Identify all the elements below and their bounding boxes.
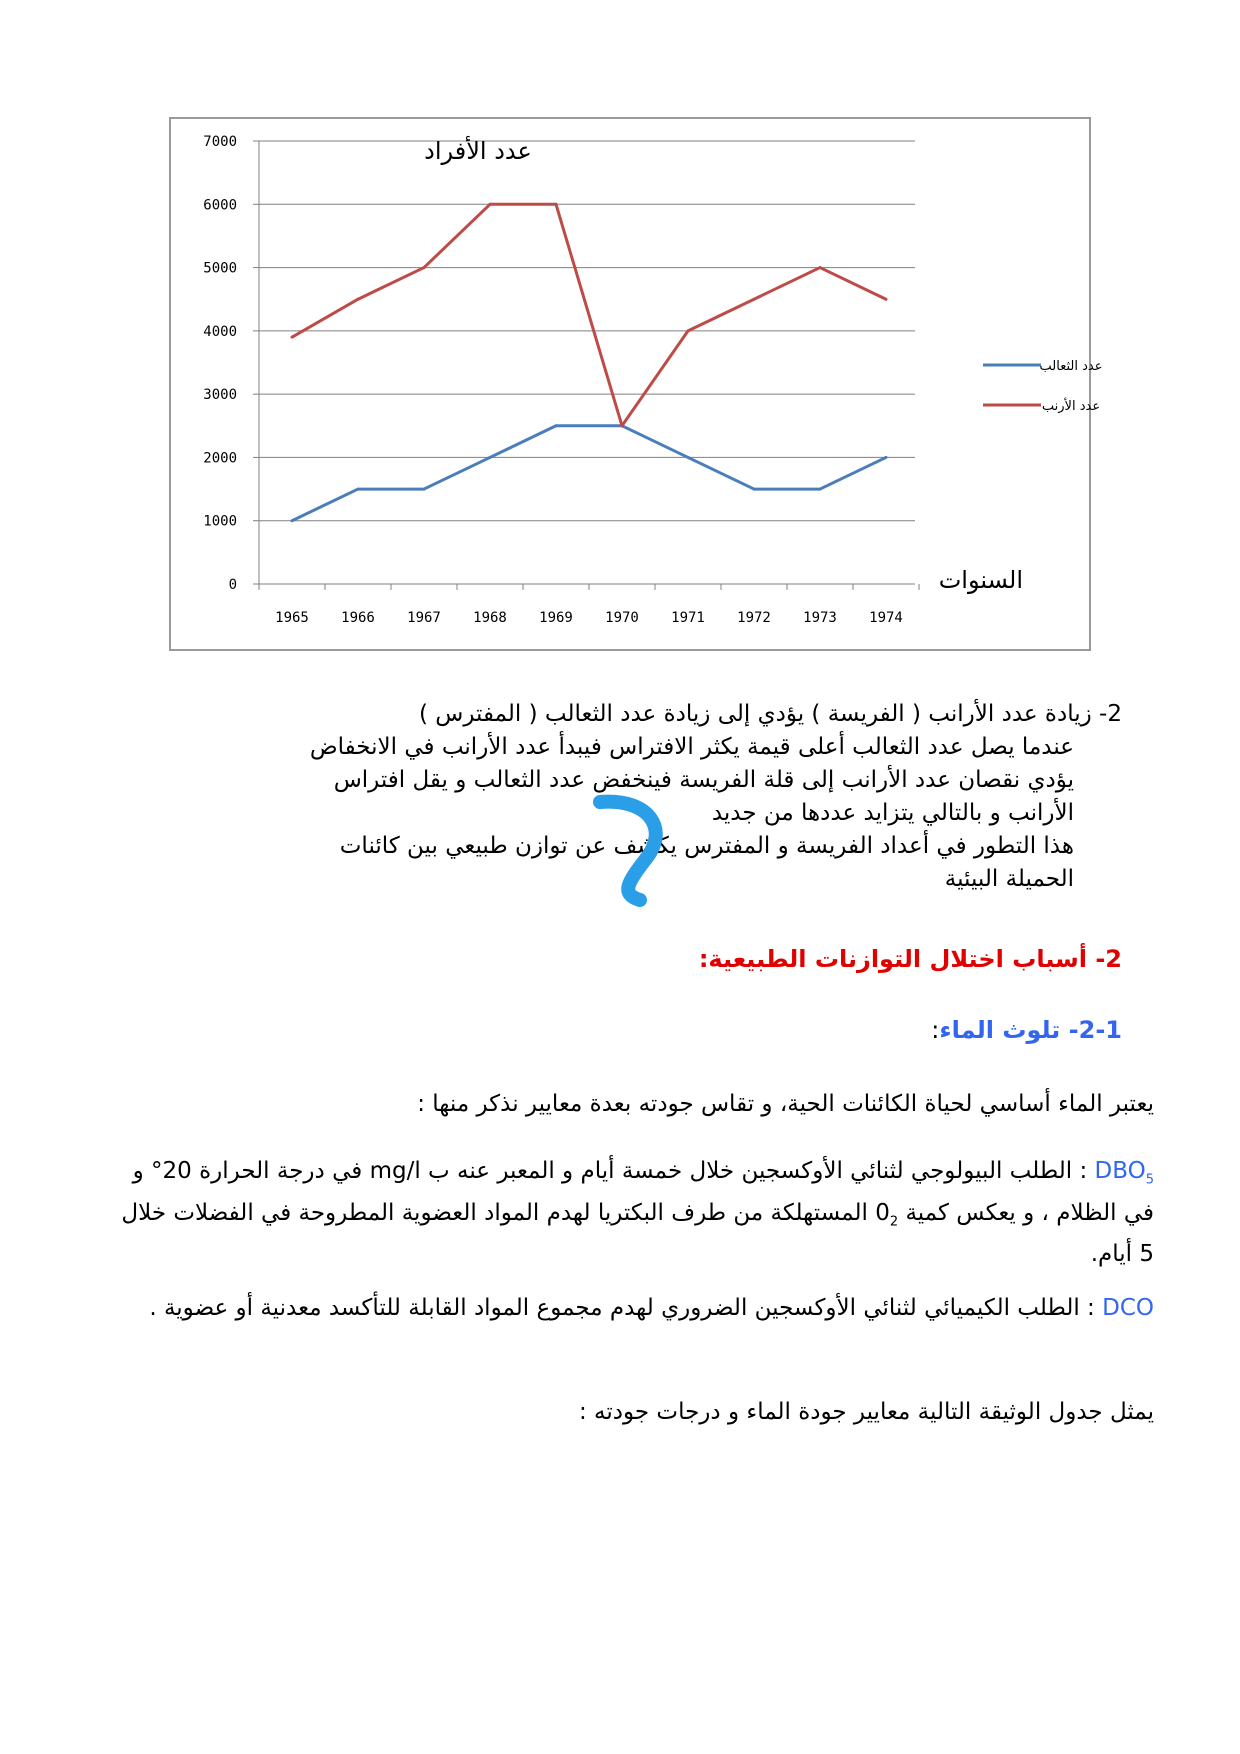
x-tick-label: 1974 bbox=[869, 610, 903, 626]
bracket-mark-icon bbox=[590, 790, 680, 910]
text-line: يؤدي نقصان عدد الأرانب إلى قلة الفريسة فينخفض عدد الثعالب و يقل افتراس bbox=[333, 767, 1074, 793]
legend-label-foxes: عدد الثعالب bbox=[1039, 359, 1103, 374]
heading-water-text: 2-1- تلوث الماء bbox=[939, 1016, 1122, 1044]
data-point bbox=[423, 488, 426, 491]
heading-water-colon: : bbox=[931, 1016, 940, 1044]
text-line: عندما يصل عدد الثعالب أعلى قيمة يكثر الافتراس فيبدأ عدد الأرانب في الانخفاض bbox=[309, 734, 1074, 760]
term-dbo-label: DBO bbox=[1094, 1158, 1146, 1184]
y-tick-label: 1000 bbox=[203, 513, 237, 530]
x-tick-label: 1973 bbox=[803, 610, 837, 626]
data-point bbox=[885, 298, 888, 301]
x-axis-title: السنوات bbox=[938, 566, 1023, 594]
data-point bbox=[291, 336, 294, 339]
y-tick-label: 5000 bbox=[203, 260, 237, 277]
data-point bbox=[621, 424, 624, 427]
data-point bbox=[489, 203, 492, 206]
heading-causes: 2- أسباب اختلال التوازنات الطبيعية: bbox=[698, 945, 1122, 973]
y-tick-label: 0 bbox=[228, 577, 237, 593]
y-tick-label: 7000 bbox=[203, 134, 237, 150]
y-tick-labels bbox=[203, 134, 237, 593]
data-point bbox=[753, 488, 756, 491]
data-point bbox=[687, 456, 690, 459]
y-tick-label: 2000 bbox=[203, 450, 237, 467]
data-point bbox=[753, 298, 756, 301]
y-tick-label: 6000 bbox=[203, 197, 237, 214]
chart-gridlines bbox=[259, 141, 915, 521]
paragraph-dbo5 bbox=[114, 1155, 1154, 1271]
text-line: الأرانب و بالتالي يتزايد عددها من جديد bbox=[711, 800, 1074, 826]
text-line: هذا التطور في أعداد الفريسة و المفترس يكشف عن توازن طبيعي بين كائنات bbox=[339, 833, 1074, 859]
data-point bbox=[357, 298, 360, 301]
chart-legend bbox=[983, 359, 1102, 414]
y-axis-title: عدد الأفراد bbox=[424, 137, 532, 165]
x-tick-label: 1967 bbox=[407, 610, 441, 626]
x-tick-labels bbox=[275, 610, 903, 626]
data-point bbox=[819, 488, 822, 491]
dbo-definition-end: المستهلكة من طرف البكتريا لهدم المواد العضوية المطروحة في الفضلات خلال 5 أيام. bbox=[121, 1199, 1154, 1268]
data-point bbox=[819, 266, 822, 269]
x-tick-label: 1970 bbox=[605, 610, 639, 626]
data-point bbox=[687, 329, 690, 332]
data-point bbox=[357, 488, 360, 491]
paragraph-table-intro: يمثل جدول الوثيقة التالية معايير جودة الماء و درجات جودته : bbox=[578, 1399, 1154, 1425]
y-tick-label: 3000 bbox=[203, 387, 237, 404]
x-tick-label: 1966 bbox=[341, 610, 375, 626]
paragraph-water-intro: يعتبر الماء أساسي لحياة الكائنات الحية، و تقاس جودته بعدة معايير نذكر منها : bbox=[417, 1091, 1154, 1117]
x-tick-label: 1965 bbox=[275, 610, 309, 626]
heading-water-pollution bbox=[931, 1014, 1122, 1047]
dco-definition: : الطلب الكيميائي لثنائي الأوكسجين الضروري لهدم مجموع المواد القابلة للتأكسد معدنية أو عضوية . bbox=[149, 1295, 1103, 1321]
data-point bbox=[555, 203, 558, 206]
dbo-definition: : الطلب البيولوجي لثنائي الأوكسجين خلال خمسة أيام و المعبر عنه ب mg/l في درجة الحرارة 20° و في الظلام ، و يعكس كمية 0 bbox=[132, 1158, 1154, 1226]
x-tick-label: 1968 bbox=[473, 610, 507, 626]
text-line: 2- زيادة عدد الأرانب ( الفريسة ) يؤدي إلى زيادة عدد الثعالب ( المفترس ) bbox=[418, 701, 1122, 727]
data-point bbox=[291, 519, 294, 522]
legend-label-rabbits: عدد الأرنب bbox=[1041, 399, 1101, 414]
x-tick-label: 1971 bbox=[671, 610, 705, 626]
o2-subscript: 2 bbox=[889, 1214, 899, 1230]
term-dbo5 bbox=[1094, 1158, 1154, 1188]
term-dbo-subscript: 5 bbox=[1145, 1172, 1154, 1188]
series-line-rabbits bbox=[292, 204, 886, 426]
x-tick-label: 1969 bbox=[539, 610, 573, 626]
data-point bbox=[555, 424, 558, 427]
y-tick-label: 4000 bbox=[203, 323, 237, 340]
term-dco: DCO bbox=[1102, 1295, 1154, 1321]
chart-canvas bbox=[171, 119, 1103, 649]
data-point bbox=[885, 456, 888, 459]
text-line: الحميلة البيئية bbox=[944, 866, 1074, 892]
series-line-foxes bbox=[292, 426, 886, 521]
x-tick-label: 1972 bbox=[737, 610, 771, 626]
chart-axes bbox=[253, 141, 919, 590]
chart-series bbox=[291, 203, 888, 522]
data-point bbox=[423, 266, 426, 269]
paragraph-dco bbox=[94, 1292, 1154, 1325]
data-point bbox=[489, 456, 492, 459]
population-chart bbox=[169, 117, 1103, 651]
